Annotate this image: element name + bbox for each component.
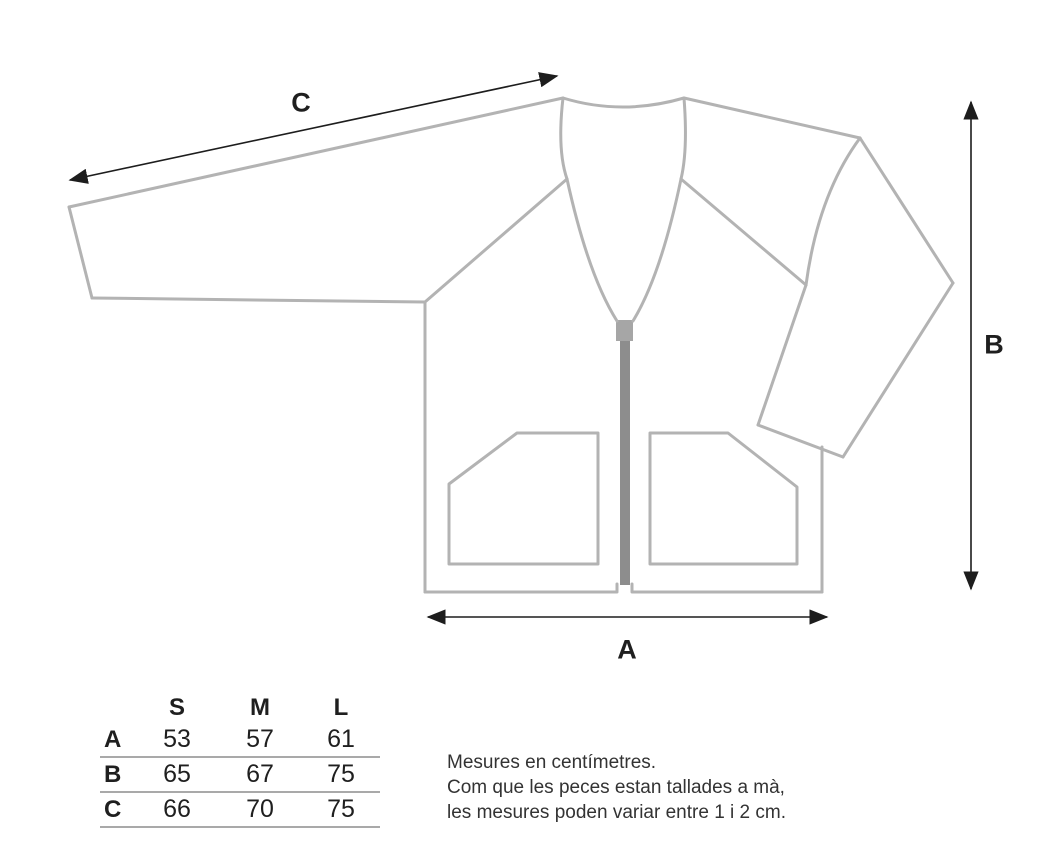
size-value: 61 (327, 725, 355, 753)
note-line: Com que les peces estan tallades a mà, (447, 777, 785, 798)
table-row-a (100, 723, 380, 758)
measurement-row-label: C (104, 795, 122, 823)
size-column-header-m: M (250, 694, 270, 721)
note-line: les mesures poden variar entre 1 i 2 cm. (447, 802, 786, 823)
collar-and-lapels (425, 98, 806, 321)
size-value: 65 (163, 760, 191, 788)
measurement-row-label: B (104, 760, 122, 788)
size-value: 57 (246, 725, 274, 753)
table-row-b (100, 758, 380, 793)
dimension-label-a: A (617, 634, 637, 665)
dimension-label-c: C (291, 87, 311, 118)
dimension-arrow-c (70, 76, 557, 180)
size-table (100, 693, 380, 828)
size-column-header-l: L (333, 694, 349, 721)
left-pocket (449, 433, 598, 564)
right-sleeve (684, 98, 953, 457)
note-line: Mesures en centímetres. (447, 752, 657, 773)
size-value: 67 (246, 760, 274, 788)
size-value: 75 (327, 760, 355, 788)
right-pocket (650, 433, 797, 564)
table-row-c (100, 793, 380, 828)
size-column-header-s: S (168, 694, 185, 721)
zipper (616, 320, 633, 585)
measurement-row-label: A (104, 725, 122, 753)
measurement-note (447, 750, 786, 825)
size-value: 66 (163, 795, 191, 823)
size-value: 53 (163, 725, 191, 753)
dimension-label-b: B (984, 329, 1004, 360)
left-sleeve (69, 98, 563, 302)
size-value: 75 (327, 795, 355, 823)
size-value: 70 (246, 795, 274, 823)
size-table-header-row (100, 693, 380, 723)
